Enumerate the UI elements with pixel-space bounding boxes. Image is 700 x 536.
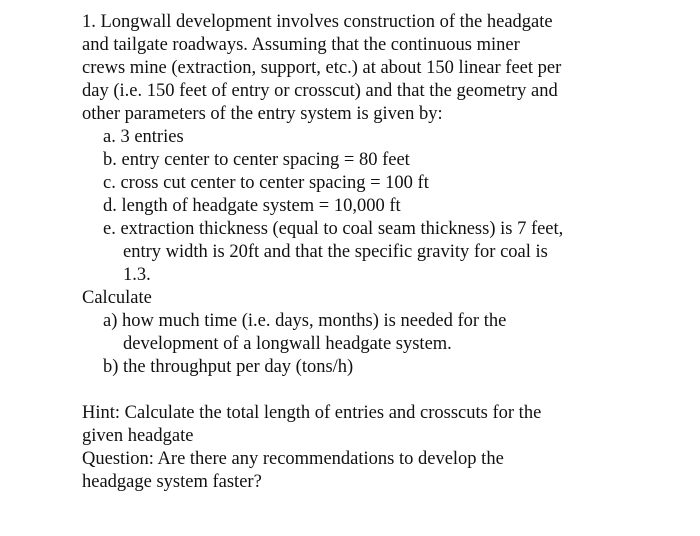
param-b: b. entry center to center spacing = 80 feet — [103, 150, 410, 170]
question-line: Question: Are there any recommendations to develop the — [82, 449, 504, 469]
intro-line: day (i.e. 150 feet of entry or crosscut) and that the geometry and — [82, 81, 558, 101]
param-e: e. extraction thickness (equal to coal seam thickness) is 7 feet, — [103, 219, 564, 239]
question-line: headgage system faster? — [82, 472, 262, 492]
param-e-continued: 1.3. — [123, 265, 151, 285]
intro-line: other parameters of the entry system is given by: — [82, 104, 443, 124]
intro-line: 1. Longwall development involves construction of the headgate — [82, 12, 553, 32]
intro-line: and tailgate roadways. Assuming that the continuous miner — [82, 35, 520, 55]
task-b: b) the throughput per day (tons/h) — [103, 357, 354, 377]
hint-line: given headgate — [82, 426, 194, 446]
problem-text — [82, 11, 642, 494]
param-c: c. cross cut center to center spacing = 100 ft — [103, 173, 429, 193]
hint-line: Hint: Calculate the total length of entries and crosscuts for the — [82, 403, 542, 423]
param-d: d. length of headgate system = 10,000 ft — [103, 196, 401, 216]
calculate-heading: Calculate — [82, 288, 152, 308]
param-a: a. 3 entries — [103, 127, 184, 147]
spacer — [82, 379, 642, 402]
intro-line: crews mine (extraction, support, etc.) at about 150 linear feet per — [82, 58, 562, 78]
param-e-continued: entry width is 20ft and that the specific gravity for coal is — [123, 242, 548, 262]
task-a: a) how much time (i.e. days, months) is needed for the — [103, 311, 507, 331]
task-a-continued: development of a longwall headgate system. — [123, 334, 452, 354]
